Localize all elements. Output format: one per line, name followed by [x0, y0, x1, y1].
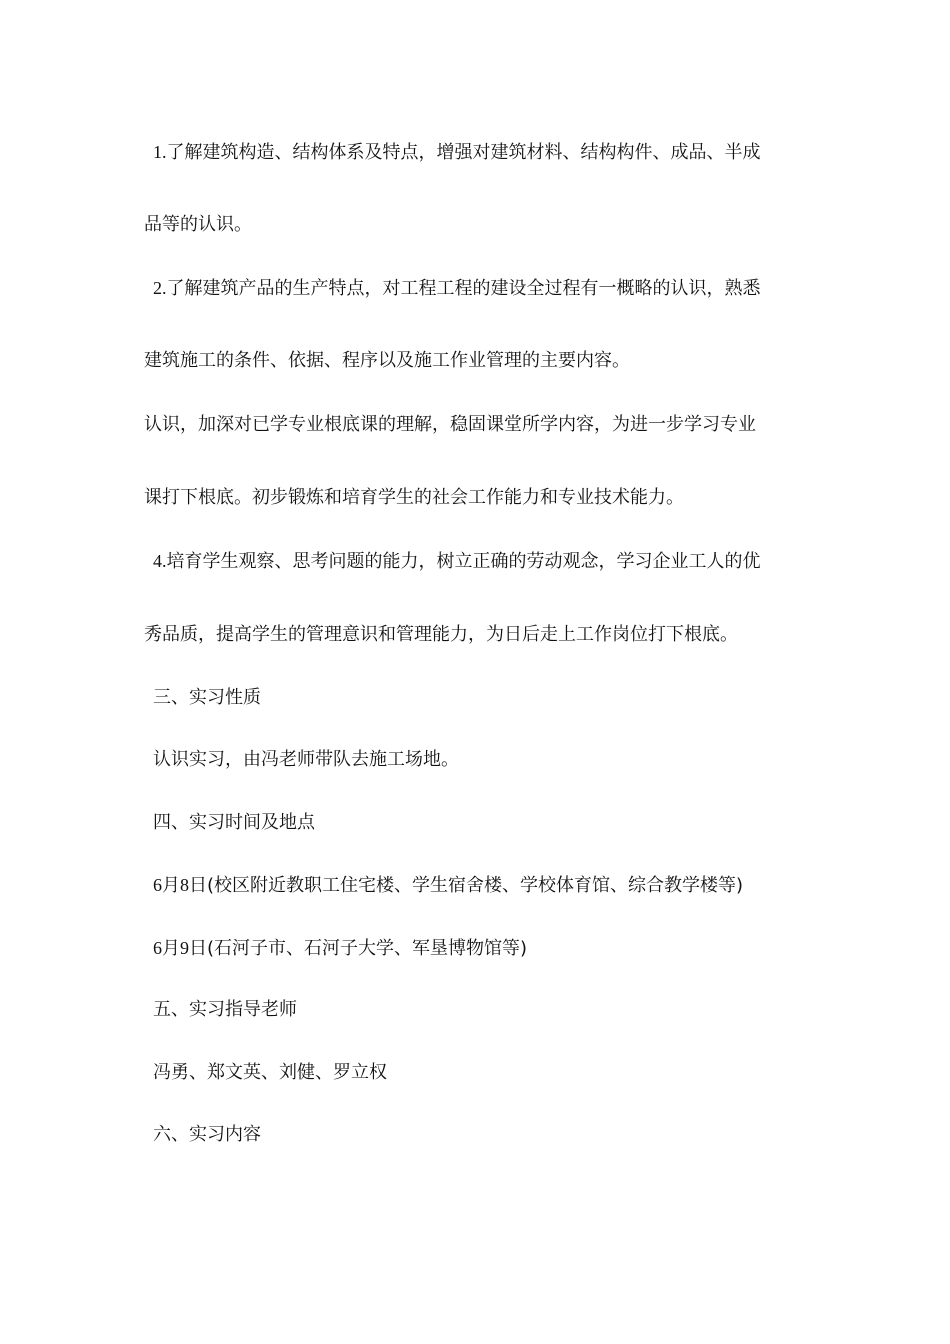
section-4-item-1 [153, 873, 743, 898]
item-1-day-unit: 日 [189, 875, 207, 896]
item-2-month-unit: 月 [162, 938, 180, 959]
section-5-content: 冯勇、郑文英、刘健、罗立权 [153, 1062, 387, 1083]
objective-1-line-1 [153, 140, 761, 165]
objective-2-line-1 [153, 276, 761, 301]
section-3-heading: 三、实习性质 [153, 687, 261, 708]
objective-4-text: 培育学生观察、思考问题的能力，树立正确的劳动观念，学习企业工人的优 [166, 551, 761, 572]
item-2-day: 9 [180, 938, 189, 958]
section-4-heading: 四、实习时间及地点 [153, 812, 315, 833]
item-2-month: 6 [153, 938, 162, 958]
objective-4-line-1 [153, 549, 761, 574]
item-1-month: 6 [153, 875, 162, 895]
objective-2-number: 2. [153, 278, 167, 298]
section-4-item-2 [153, 936, 527, 961]
objective-1-text: 了解建筑构造、结构体系及特点，增强对建筑材料、结构构件、成品、半成 [166, 142, 761, 163]
section-3-content: 认识实习，由冯老师带队去施工场地。 [153, 749, 459, 770]
item-1-month-unit: 月 [162, 875, 180, 896]
item-2-detail: (石河子市、石河子大学、军垦博物馆等) [207, 938, 528, 959]
section-6-heading: 六、实习内容 [153, 1124, 261, 1145]
objective-4-line-2: 秀品质，提高学生的管理意识和管理能力，为日后走上工作岗位打下根底。 [144, 624, 738, 645]
objective-2-line-2: 建筑施工的条件、依据、程序以及施工作业管理的主要内容。 [144, 350, 630, 371]
objective-3-line-2: 课打下根底。初步锻炼和培育学生的社会工作能力和专业技术能力。 [144, 487, 684, 508]
objective-4-number: 4. [153, 551, 167, 571]
objective-1-line-2: 品等的认识。 [144, 214, 252, 235]
item-1-day: 8 [180, 875, 189, 895]
objective-1-number: 1. [153, 142, 167, 162]
item-1-detail: (校区附近教职工住宅楼、学生宿舍楼、学校体育馆、综合教学楼等) [207, 875, 744, 896]
objective-2-text: 了解建筑产品的生产特点，对工程工程的建设全过程有一概略的认识，熟悉 [166, 278, 761, 299]
objective-3-line-1: 认识，加深对已学专业根底课的理解，稳固课堂所学内容，为进一步学习专业 [144, 414, 756, 435]
item-2-day-unit: 日 [189, 938, 207, 959]
section-5-heading: 五、实习指导老师 [153, 999, 297, 1020]
